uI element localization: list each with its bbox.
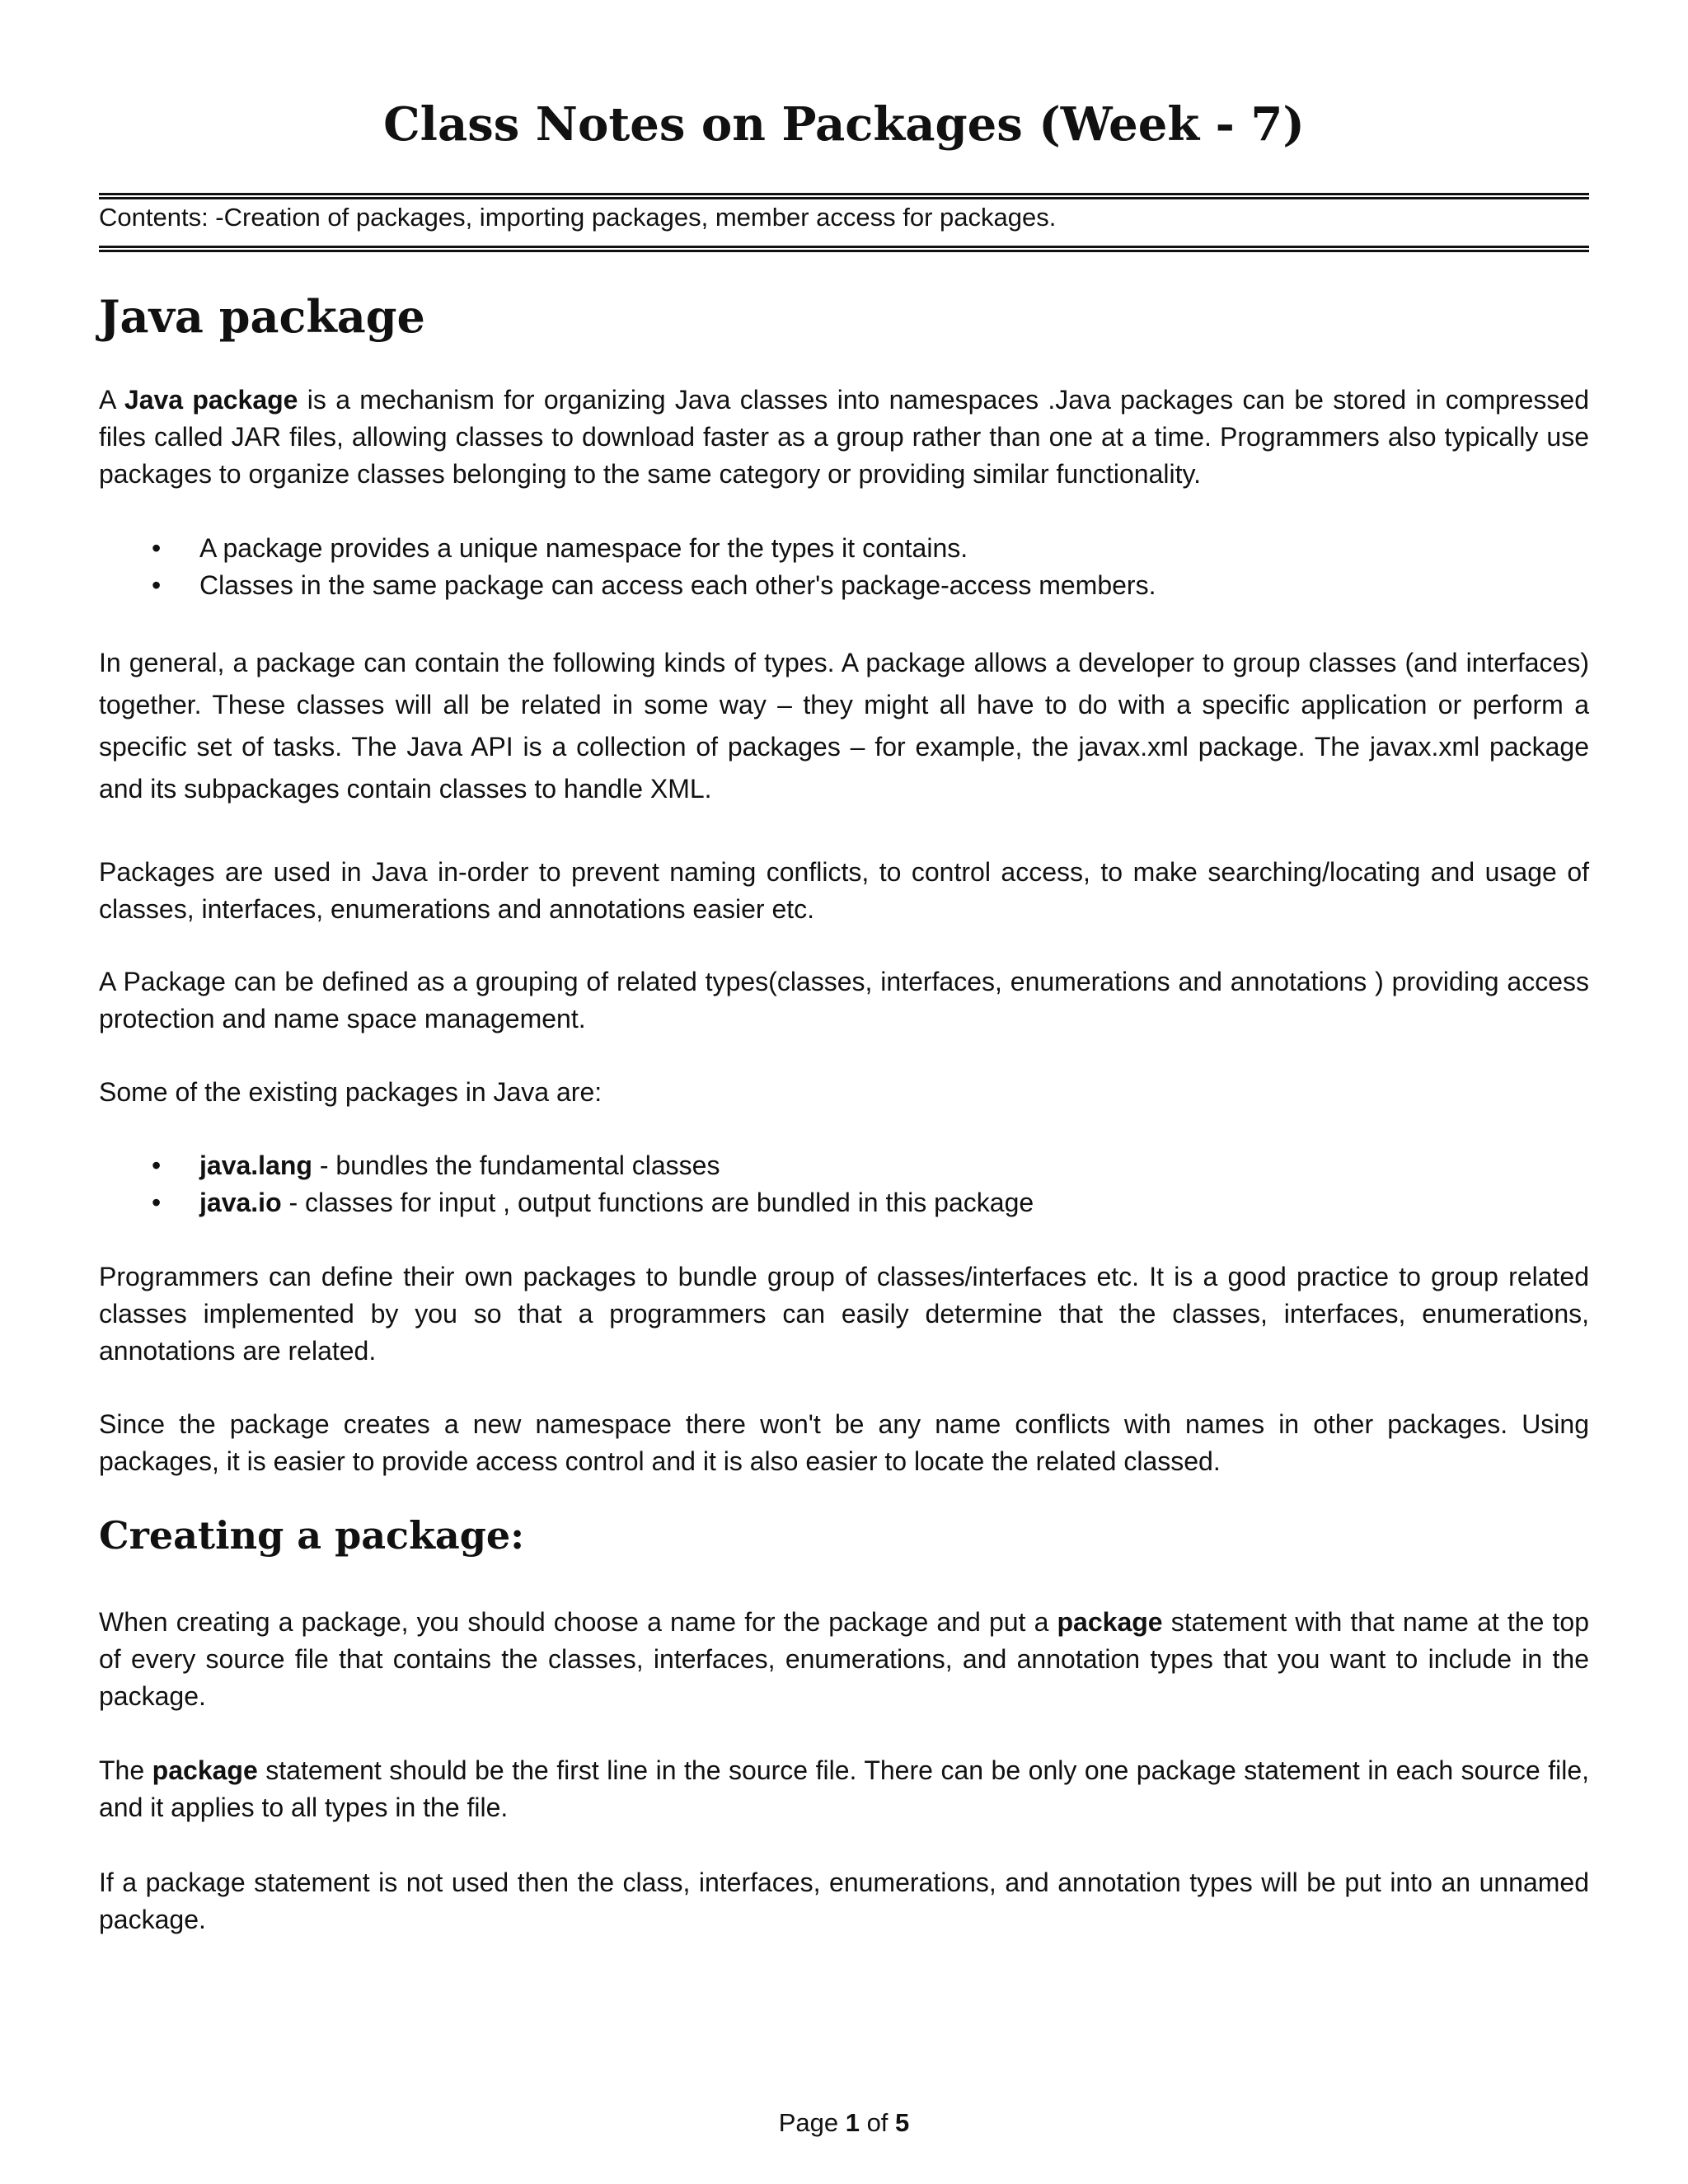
package-name: java.io [199, 1188, 282, 1217]
intro-paragraph [99, 382, 1589, 493]
contents-line: Contents: -Creation of packages, importing packages, member access for packages. [99, 203, 1057, 232]
creating-rest-text: statement with that name at the top of every source file that contains the classes, interfaces, enumerations, and annotation types that you want to include in the package. [99, 1607, 1590, 1711]
intro-rest-text: is a mechanism for organizing Java classes into namespaces .Java packages can be stored in compressed files called JAR files, allowing classes to download faster as a group rather than one at a time. Programmers also typically use packages to organize classes belonging to the same category or providing similar functionality. [99, 385, 1590, 489]
page-number [99, 2108, 1589, 2138]
contents-top-rule [99, 193, 1589, 199]
creating-bold-term: package [1057, 1607, 1163, 1637]
current-page: 1 [845, 2108, 860, 2137]
existing-packages-list [99, 1147, 1589, 1221]
intro-lead-text: A [99, 385, 124, 415]
creating-paragraph [99, 1604, 1589, 1715]
section-heading-java-package: Java package [99, 290, 425, 343]
package-description: - bundles the fundamental classes [312, 1151, 720, 1180]
statement-lead-text: The [99, 1755, 152, 1785]
statement-rest-text: statement should be the first line in the source file. There can be only one package statement in each source file, and it applies to all types in the file. [99, 1755, 1590, 1822]
bullet-icon: • [152, 570, 162, 600]
general-paragraph: In general, a package can contain the following kinds of types. A package allows a developer to group classes (and interfaces) together. These classes will all be related in some way – they might all have to do with a specific application or perform a specific set of tasks. The Java API is a collection of packages – for example, the javax.xml package. The javax.xml package and its subpackages contain classes to handle XML. [99, 648, 1589, 804]
package-defined-paragraph: A Package can be defined as a grouping of related types(classes, interfaces, enumerations and annotations ) providing access protection and name space management. [99, 967, 1589, 1033]
statement-bold-term: package [152, 1755, 258, 1785]
bullet-text: A package provides a unique namespace for the types it contains. [199, 533, 968, 563]
bullet-icon: • [152, 533, 162, 563]
namespace-bullet-list [99, 530, 1589, 604]
contents-bottom-rule [99, 246, 1589, 252]
packages-used-paragraph: Packages are used in Java in-order to prevent naming conflicts, to control access, to make searching/locating and usage of classes, interfaces, enumerations and annotations easier etc. [99, 857, 1589, 924]
existing-packages-intro: Some of the existing packages in Java are: [99, 1077, 603, 1107]
bullet-icon: • [152, 1151, 162, 1180]
list-item [99, 530, 1589, 567]
programmers-paragraph: Programmers can define their own packages to bundle group of classes/interfaces etc. It is a good practice to group related classes implemented by you so that a programmers can easily determine that the classes, interfaces, enumerations, annotations are related. [99, 1262, 1589, 1366]
namespace-paragraph: Since the package creates a new namespace there won't be any name conflicts with names in other packages. Using packages, it is easier to provide access control and it is also easier to locate the related classed. [99, 1409, 1589, 1476]
list-item [99, 1147, 1589, 1184]
section-heading-creating-package: Creating a package: [99, 1513, 525, 1558]
package-name: java.lang [199, 1151, 312, 1180]
bullet-icon: • [152, 1188, 162, 1217]
total-pages: 5 [895, 2108, 910, 2137]
creating-lead-text: When creating a package, you should choose a name for the package and put a [99, 1607, 1057, 1637]
package-description: - classes for input , output functions are bundled in this package [281, 1188, 1034, 1217]
list-item [99, 1184, 1589, 1221]
page-of-label: of [859, 2108, 896, 2137]
unnamed-package-paragraph: If a package statement is not used then the class, interfaces, enumerations, and annotation types will be put into an unnamed package. [99, 1868, 1589, 1934]
bullet-text: Classes in the same package can access each other's package-access members. [199, 570, 1156, 600]
list-item [99, 567, 1589, 604]
statement-paragraph [99, 1752, 1589, 1826]
page-title: Class Notes on Packages (Week - 7) [383, 97, 1305, 152]
page-label: Page [778, 2108, 846, 2137]
intro-bold-term: Java package [124, 385, 298, 415]
